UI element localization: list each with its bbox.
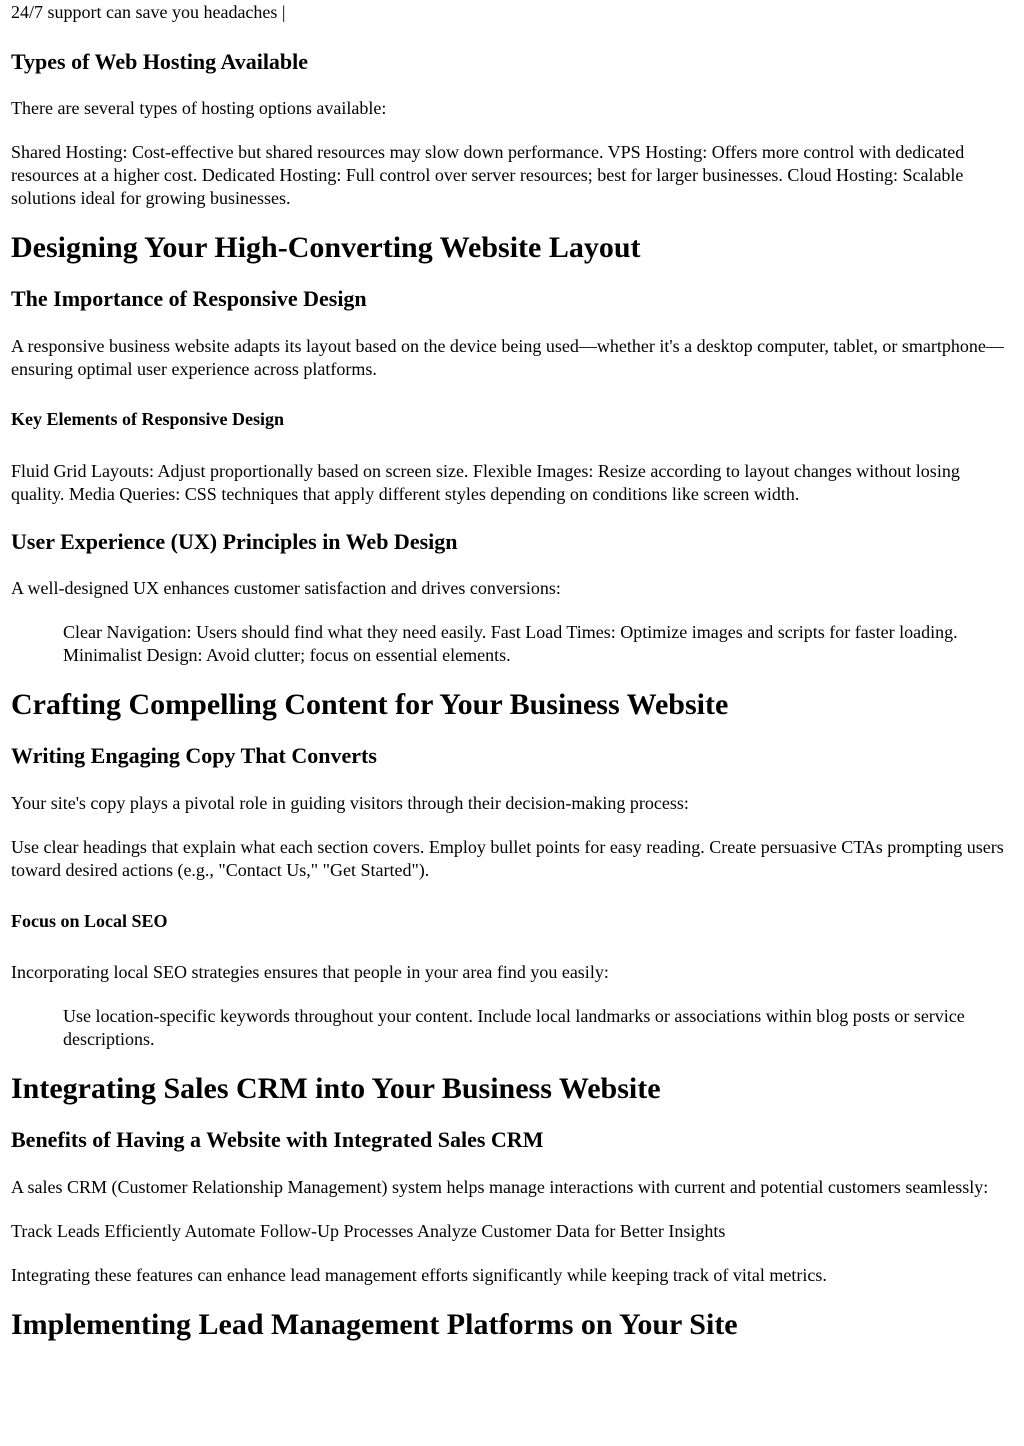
lead-heading: Implementing Lead Management Platforms on Your Site bbox=[11, 1308, 738, 1341]
seo-intro: Incorporating local SEO strategies ensures that people in your area find you easily: bbox=[11, 962, 609, 982]
design-heading: Designing Your High-Converting Website Layout bbox=[11, 231, 641, 264]
crm-benefits-list: Track Leads Efficiently Automate Follow-Up Processes Analyze Customer Data for Better Insights bbox=[11, 1221, 726, 1241]
seo-quote: Use location-specific keywords throughout your content. Include local landmarks or associations within blog posts or service descriptions. bbox=[63, 1006, 965, 1049]
ux-heading: User Experience (UX) Principles in Web Design bbox=[11, 529, 458, 554]
crm-heading: Integrating Sales CRM into Your Business Website bbox=[11, 1072, 661, 1105]
intro-fragment: 24/7 support can save you headaches | bbox=[11, 2, 286, 22]
hosting-list: Shared Hosting: Cost-effective but shared resources may slow down performance. VPS Hosting: Offers more control with dedicated resources at a higher cost. Dedicated Hosting: Full control over server resources; best for larger businesses. Cloud Hosting: Scalable solutions ideal for growing businesses. bbox=[11, 142, 965, 208]
seo-heading: Focus on Local SEO bbox=[11, 911, 168, 931]
ux-intro: A well-designed UX enhances customer satisfaction and drives conversions: bbox=[11, 578, 561, 598]
content-heading: Crafting Compelling Content for Your Business Website bbox=[11, 688, 729, 721]
key-elements-text: Fluid Grid Layouts: Adjust proportionally based on screen size. Flexible Images: Resize according to layout changes without losing quality. Media Queries: CSS techniques that apply different styles depending on conditions like screen width. bbox=[11, 461, 960, 504]
copy-list: Use clear headings that explain what each section covers. Employ bullet points for easy reading. Create persuasive CTAs prompting users toward desired actions (e.g., "Contact Us," "Get Started"). bbox=[11, 837, 1004, 880]
responsive-text: A responsive business website adapts its layout based on the device being used—whether it's a desktop computer, tablet, or smartphone—ensuring optimal user experience across platforms. bbox=[11, 336, 1004, 379]
ux-quote: Clear Navigation: Users should find what they need easily. Fast Load Times: Optimize images and scripts for faster loading. Minimalist Design: Avoid clutter; focus on essential elements. bbox=[63, 622, 958, 665]
crm-benefits-intro: A sales CRM (Customer Relationship Management) system helps manage interactions with current and potential customers seamlessly: bbox=[11, 1177, 989, 1197]
crm-benefits-heading: Benefits of Having a Website with Integrated Sales CRM bbox=[11, 1127, 544, 1152]
hosting-heading: Types of Web Hosting Available bbox=[11, 49, 309, 74]
copy-intro: Your site's copy plays a pivotal role in guiding visitors through their decision-making process: bbox=[11, 793, 689, 813]
copy-heading: Writing Engaging Copy That Converts bbox=[11, 743, 377, 768]
responsive-heading: The Importance of Responsive Design bbox=[11, 286, 367, 311]
hosting-intro: There are several types of hosting options available: bbox=[11, 98, 387, 118]
key-elements-heading: Key Elements of Responsive Design bbox=[11, 409, 284, 429]
crm-benefits-closing: Integrating these features can enhance lead management efforts significantly while keeping track of vital metrics. bbox=[11, 1265, 827, 1285]
article-content bbox=[11, 0, 1013, 1343]
